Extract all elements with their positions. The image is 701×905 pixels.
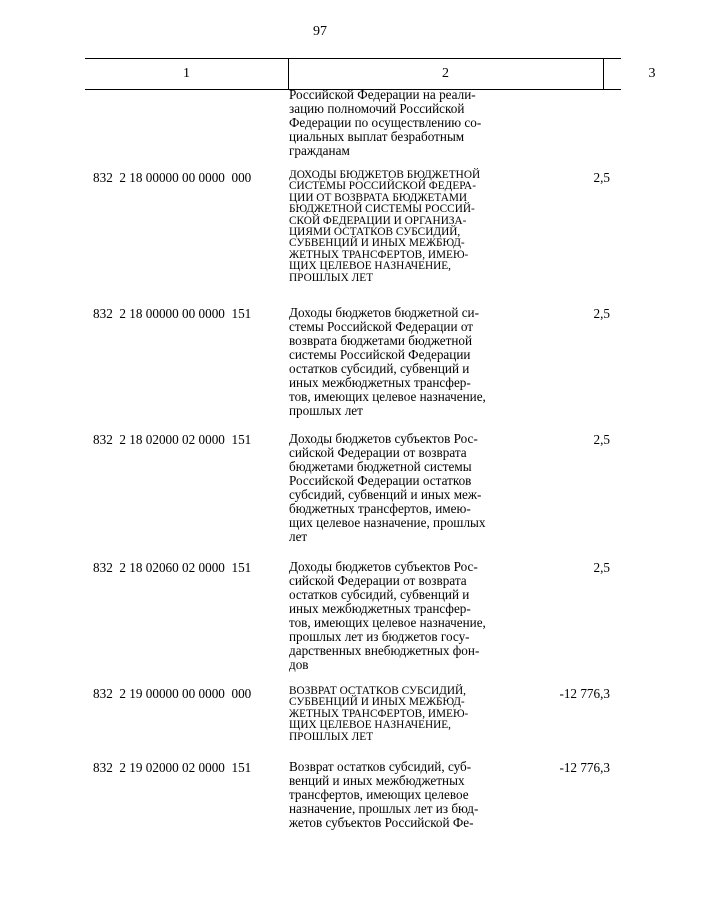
description-line: ЦИЯМИ ОСТАТКОВ СУБСИДИЙ, xyxy=(289,226,461,239)
description-line: бюджетных трансфертов, имею- xyxy=(289,501,471,516)
description-line: стемы Российской Федерации от xyxy=(289,319,474,334)
description-line: остатков субсидий, субвенций и xyxy=(289,587,470,602)
description-line: системы Российской Федерации xyxy=(289,347,471,362)
row-description xyxy=(289,306,519,418)
description-line: дарственных внебюджетных фон- xyxy=(289,643,480,658)
description-line: бюджетами бюджетной системы xyxy=(289,459,472,474)
row-description xyxy=(289,560,519,672)
row-description xyxy=(289,170,519,284)
description-line: ЦИИ ОТ ВОЗВРАТА БЮДЖЕТАМИ xyxy=(289,191,468,204)
description-line: назначение, прошлых лет из бюд- xyxy=(289,801,479,816)
row-description xyxy=(289,432,519,544)
description-line: тов, имеющих целевое назначение, xyxy=(289,389,486,404)
description-line: трансфертов, имеющих целевое xyxy=(289,787,469,802)
description-line: щих целевое назначение, прошлых xyxy=(289,515,486,530)
row-amount: 2,5 xyxy=(593,306,610,321)
description-line: возврата бюджетами бюджетной xyxy=(289,333,473,348)
description-line: субсидий, субвенций и иных меж- xyxy=(289,487,482,502)
description-line: Федерации по осуществлению со- xyxy=(289,115,482,130)
description-line: ДОХОДЫ БЮДЖЕТОВ БЮДЖЕТНОЙ xyxy=(289,169,481,181)
description-line: прошлых лет из бюджетов госу- xyxy=(289,629,470,644)
description-line: Российской Федерации остатков xyxy=(289,473,472,488)
description-line: Доходы бюджетов бюджетной си- xyxy=(289,305,479,320)
row-amount: 2,5 xyxy=(593,560,610,575)
description-line: прошлых лет xyxy=(289,403,363,418)
row-amount: -12 776,3 xyxy=(559,686,610,701)
description-line: сийской Федерации от возврата xyxy=(289,573,467,588)
description-line: жетов субъектов Российской Фе- xyxy=(289,815,474,830)
description-line: дов xyxy=(289,657,309,672)
description-line: Возврат остатков субсидий, суб- xyxy=(289,759,472,774)
description-line: лет xyxy=(289,529,308,544)
description-line: СУБВЕНЦИЙ И ИНЫХ МЕЖБЮД- xyxy=(289,696,465,709)
row-amount: -12 776,3 xyxy=(559,760,610,775)
budget-code: 832 2 18 00000 00 0000 151 xyxy=(93,306,252,321)
description-line: СУБВЕНЦИЙ И ИНЫХ МЕЖБЮД- xyxy=(289,237,465,250)
budget-code: 832 2 18 00000 00 0000 000 xyxy=(93,170,252,185)
description-line: БЮДЖЕТНОЙ СИСТЕМЫ РОССИЙ- xyxy=(289,203,475,216)
description-line: венций и иных межбюджетных xyxy=(289,773,465,788)
budget-code: 832 2 18 02060 02 0000 151 xyxy=(93,560,252,575)
description-line: сийской Федерации от возврата xyxy=(289,445,467,460)
row-description xyxy=(289,88,519,158)
row-description xyxy=(289,760,519,830)
description-line: гражданам xyxy=(289,143,350,158)
description-line: циальных выплат безработным xyxy=(289,129,465,144)
description-line: СКОЙ ФЕДЕРАЦИИ И ОРГАНИЗА- xyxy=(289,214,467,227)
budget-code: 832 2 19 02000 02 0000 151 xyxy=(93,760,252,775)
row-amount: 2,5 xyxy=(593,170,610,185)
description-line: ВОЗВРАТ ОСТАТКОВ СУБСИДИЙ, xyxy=(289,685,466,697)
description-line: иных межбюджетных трансфер- xyxy=(289,375,471,390)
description-line: остатков субсидий, субвенций и xyxy=(289,361,470,376)
description-line: иных межбюджетных трансфер- xyxy=(289,601,471,616)
header-col-1: 1 xyxy=(183,66,190,81)
description-line: ЖЕТНЫХ ТРАНСФЕРТОВ, ИМЕЮ- xyxy=(289,248,469,261)
description-line: ЩИХ ЦЕЛЕВОЕ НАЗНАЧЕНИЕ, xyxy=(289,260,452,273)
row-description xyxy=(289,686,519,743)
description-line: Доходы бюджетов субъектов Рос- xyxy=(289,431,478,446)
table-header xyxy=(85,58,656,90)
budget-code: 832 2 19 00000 00 0000 000 xyxy=(93,686,252,701)
description-line: СИСТЕМЫ РОССИЙСКОЙ ФЕДЕРА- xyxy=(289,180,476,193)
description-line: Доходы бюджетов субъектов Рос- xyxy=(289,559,478,574)
budget-code: 832 2 18 02000 02 0000 151 xyxy=(93,432,252,447)
description-line: тов, имеющих целевое назначение, xyxy=(289,615,486,630)
description-line: ЩИХ ЦЕЛЕВОЕ НАЗНАЧЕНИЕ, xyxy=(289,719,452,732)
description-line: ПРОШЛЫХ ЛЕТ xyxy=(289,271,374,284)
description-line: ПРОШЛЫХ ЛЕТ xyxy=(289,730,374,743)
description-line: ЖЕТНЫХ ТРАНСФЕРТОВ, ИМЕЮ- xyxy=(289,707,469,720)
description-line: зацию полномочий Российской xyxy=(289,101,465,116)
page-number: 97 xyxy=(313,24,327,39)
description-line: Российской Федерации на реали- xyxy=(289,87,476,102)
header-col-3: 3 xyxy=(648,66,656,81)
row-amount: 2,5 xyxy=(593,432,610,447)
header-col-2: 2 xyxy=(442,66,449,81)
